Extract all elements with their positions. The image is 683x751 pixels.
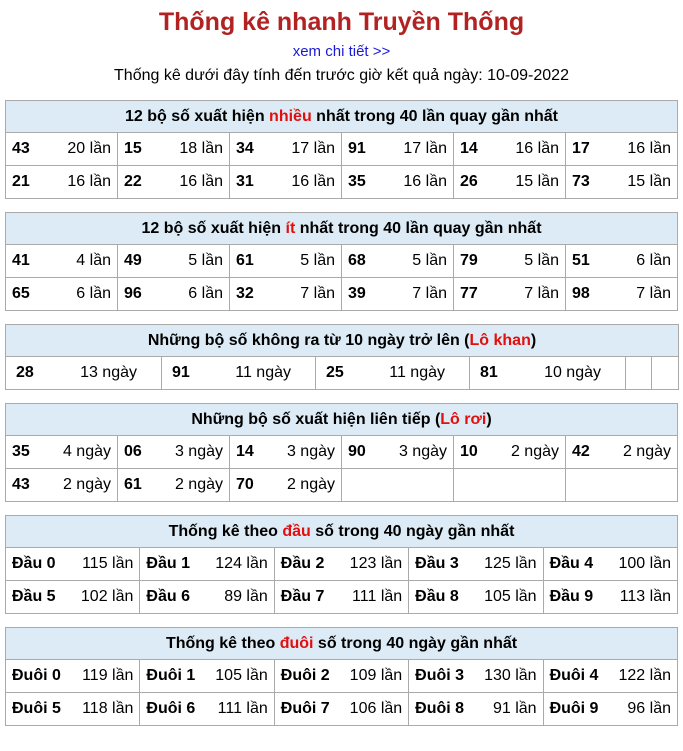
stat-cell: Đuôi 1 105 lần xyxy=(140,660,274,693)
stat-cell: Đầu 0 115 lần xyxy=(6,548,140,581)
most-frequent-table xyxy=(5,100,678,199)
stat-cell: 61 2 ngày xyxy=(118,469,230,502)
most-frequent-title: 12 bộ số xuất hiện nhiều nhất trong 40 lần quay gần nhất xyxy=(6,101,678,133)
stat-cell: 98 7 lần xyxy=(566,278,678,311)
stat-cell: Đầu 6 89 lần xyxy=(140,581,274,614)
least-frequent-title: 12 bộ số xuất hiện ít nhất trong 40 lần quay gần nhất xyxy=(6,213,678,245)
detail-link[interactable]: xem chi tiết >> xyxy=(292,43,391,60)
stat-cell: Đuôi 7 106 lần xyxy=(274,693,408,726)
table-row xyxy=(6,278,678,311)
table-row xyxy=(6,166,678,199)
lo-khan-title: Những bộ số không ra từ 10 ngày trở lên (Lô khan) xyxy=(6,325,679,357)
empty-cell xyxy=(566,469,678,502)
duoi-table xyxy=(5,627,678,726)
table-row xyxy=(6,660,678,693)
table-row xyxy=(6,693,678,726)
stat-cell: 17 16 lần xyxy=(566,133,678,166)
table-row xyxy=(6,581,678,614)
stat-cell: 41 4 lần xyxy=(6,245,118,278)
stat-cell: Đuôi 0 119 lần xyxy=(6,660,140,693)
stat-cell: 06 3 ngày xyxy=(118,436,230,469)
stat-cell: 14 16 lần xyxy=(454,133,566,166)
duoi-title: Thống kê theo đuôi số trong 40 ngày gần nhất xyxy=(6,628,678,660)
dau-table xyxy=(5,515,678,614)
stat-cell: Đuôi 8 91 lần xyxy=(409,693,543,726)
dau-title: Thống kê theo đầu số trong 40 ngày gần nhất xyxy=(6,516,678,548)
stat-cell: Đầu 8 105 lần xyxy=(409,581,543,614)
stat-cell: 31 16 lần xyxy=(230,166,342,199)
stat-cell: 49 5 lần xyxy=(118,245,230,278)
stat-cell: Đầu 2 123 lần xyxy=(274,548,408,581)
stat-cell: Đuôi 2 109 lần xyxy=(274,660,408,693)
stat-cell: 65 6 lần xyxy=(6,278,118,311)
stat-cell: 90 3 ngày xyxy=(342,436,454,469)
stat-cell: 81 10 ngày xyxy=(470,357,626,390)
lo-roi-table xyxy=(5,403,678,502)
table-row xyxy=(6,133,678,166)
stat-cell: Đầu 9 113 lần xyxy=(543,581,677,614)
stat-cell: Đầu 1 124 lần xyxy=(140,548,274,581)
stat-cell: 42 2 ngày xyxy=(566,436,678,469)
empty-cell xyxy=(626,357,652,390)
stat-cell: Đầu 7 111 lần xyxy=(274,581,408,614)
lo-khan-table xyxy=(5,324,679,390)
page-subtitle: Thống kê dưới đây tính đến trước giờ kết quả ngày: 10-09-2022 xyxy=(114,67,569,84)
stat-cell: 21 16 lần xyxy=(6,166,118,199)
stat-cell: 79 5 lần xyxy=(454,245,566,278)
stat-cell: 96 6 lần xyxy=(118,278,230,311)
page-title: Thống kê nhanh Truyền Thống xyxy=(158,8,525,36)
stat-cell: Đầu 4 100 lần xyxy=(543,548,677,581)
lo-roi-title: Những bộ số xuất hiện liên tiếp (Lô rơi) xyxy=(6,404,678,436)
stat-cell: 14 3 ngày xyxy=(230,436,342,469)
least-frequent-table xyxy=(5,212,678,311)
table-row xyxy=(6,357,679,390)
stat-cell: 61 5 lần xyxy=(230,245,342,278)
stat-cell: 34 17 lần xyxy=(230,133,342,166)
stat-cell: 35 4 ngày xyxy=(6,436,118,469)
stat-cell: Đuôi 4 122 lần xyxy=(543,660,677,693)
stat-cell: 32 7 lần xyxy=(230,278,342,311)
stat-cell: 39 7 lần xyxy=(342,278,454,311)
stat-cell: 43 2 ngày xyxy=(6,469,118,502)
table-row xyxy=(6,469,678,502)
stat-cell: 68 5 lần xyxy=(342,245,454,278)
table-row xyxy=(6,548,678,581)
stat-cell: Đuôi 3 130 lần xyxy=(409,660,543,693)
stat-cell: 26 15 lần xyxy=(454,166,566,199)
stat-cell: Đầu 3 125 lần xyxy=(409,548,543,581)
stat-cell: 91 11 ngày xyxy=(162,357,316,390)
stat-cell: Đầu 5 102 lần xyxy=(6,581,140,614)
stat-cell: 28 13 ngày xyxy=(6,357,162,390)
stat-cell: 73 15 lần xyxy=(566,166,678,199)
empty-cell xyxy=(342,469,454,502)
stat-cell: Đuôi 9 96 lần xyxy=(543,693,677,726)
stat-cell: Đuôi 5 118 lần xyxy=(6,693,140,726)
stat-cell: 91 17 lần xyxy=(342,133,454,166)
stat-cell: 51 6 lần xyxy=(566,245,678,278)
stat-cell: 25 11 ngày xyxy=(316,357,470,390)
stat-cell: Đuôi 6 111 lần xyxy=(140,693,274,726)
stat-cell: 10 2 ngày xyxy=(454,436,566,469)
stat-cell: 22 16 lần xyxy=(118,166,230,199)
empty-cell xyxy=(652,357,679,390)
empty-cell xyxy=(454,469,566,502)
stat-cell: 15 18 lần xyxy=(118,133,230,166)
stat-cell: 77 7 lần xyxy=(454,278,566,311)
stat-cell: 35 16 lần xyxy=(342,166,454,199)
table-row xyxy=(6,245,678,278)
table-row xyxy=(6,436,678,469)
stat-cell: 70 2 ngày xyxy=(230,469,342,502)
stat-cell: 43 20 lần xyxy=(6,133,118,166)
